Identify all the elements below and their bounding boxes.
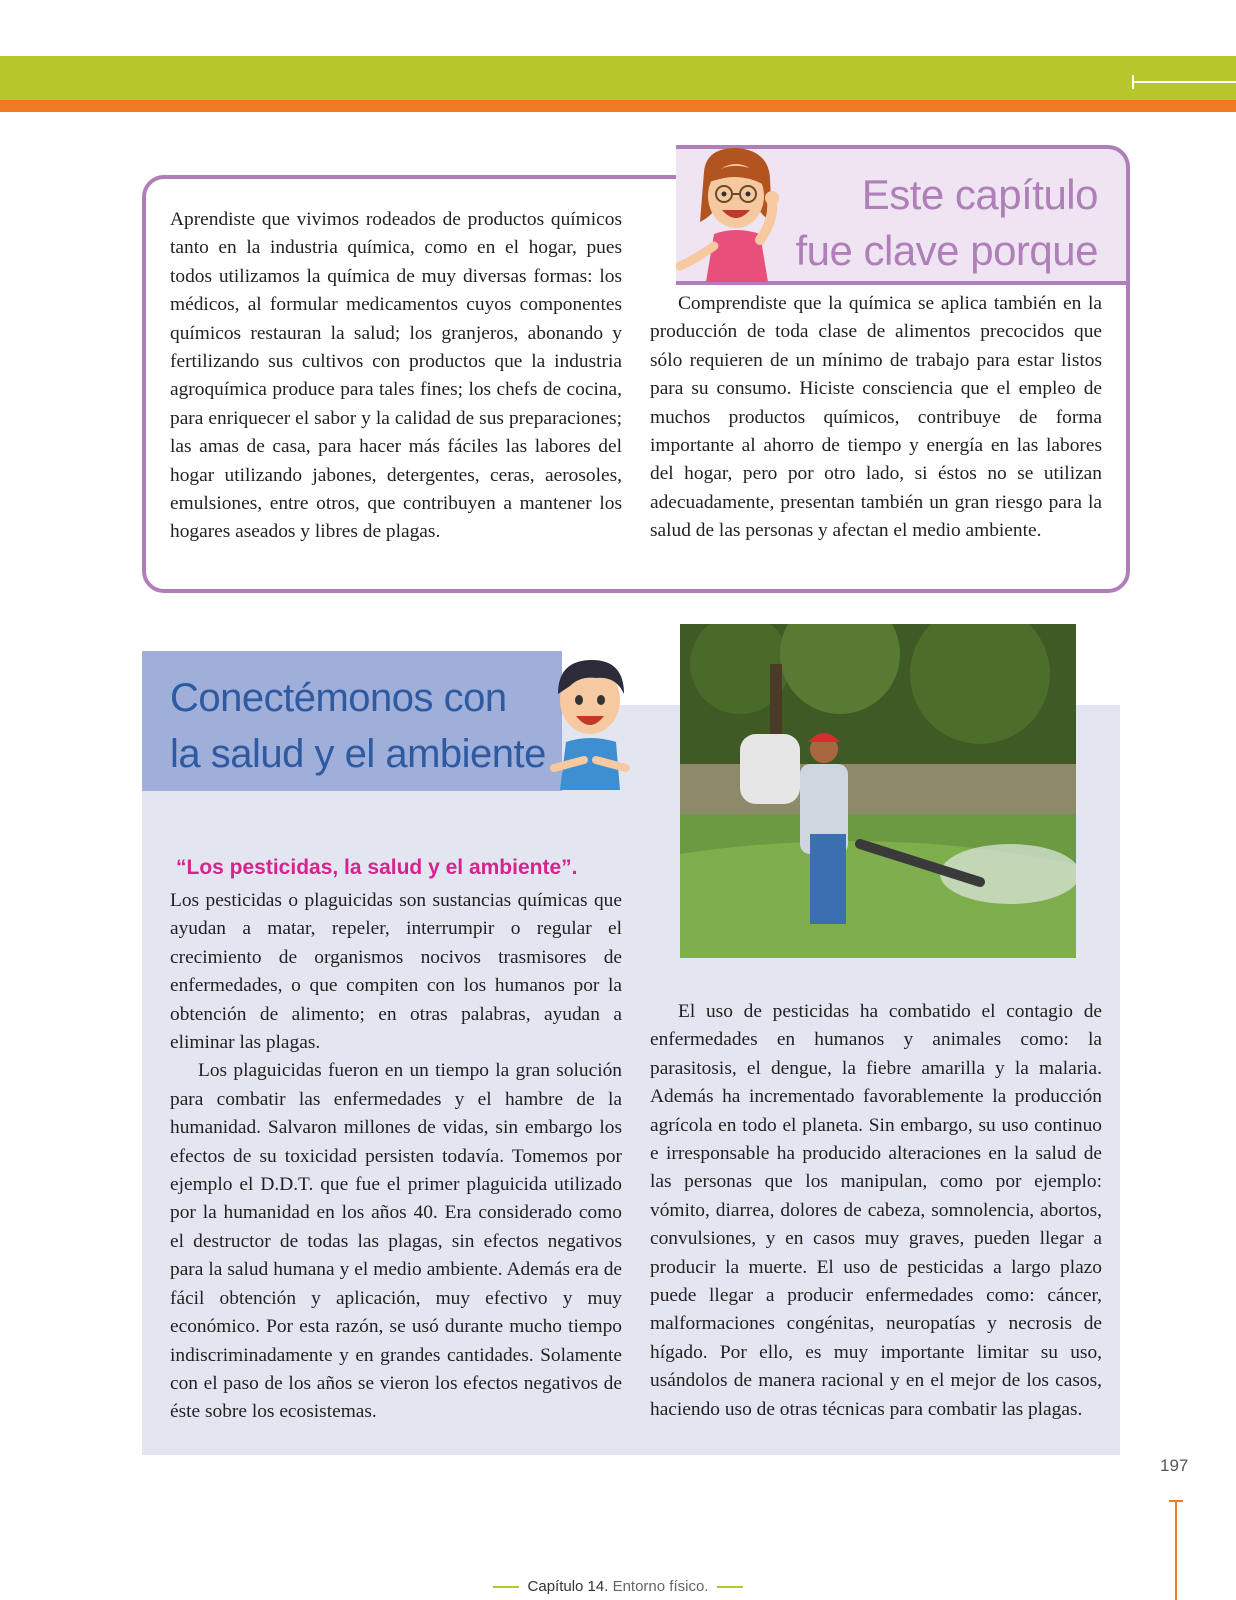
- summary-title-line2: fue clave porque: [795, 227, 1098, 274]
- summary-left-text: [170, 206, 622, 547]
- page-number: 197: [1160, 1456, 1189, 1475]
- section-right-paragraph: El uso de pesticidas ha combatido el contagio de enfermedades en humanos y animales como: la parasitosis, el dengue, la fiebre amarilla y la malaria. Además ha incrementado favorablemente la producción agrícola en todo el planeta. Sin embargo, su uso continuo e irresponsable ha producido alteraciones en la salud de las personas que los manipulan, como por ejemplo: vómito, diarrea, dolores de cabeza, somnolencia, abortos, convulsiones, y en casos muy graves, pueden llegar a producir la muerte. El uso de pesticidas a largo plazo puede llegar a producir enfermedades como: cáncer, malformaciones congénitas, neuropatías y necrosis de hígado. Por ello, es muy importante limitar su uso, usándolos de manera racional y en el mejor de los casos, haciendo uso de otras técnicas para combatir las plagas.: [650, 1001, 1102, 1420]
- top-green-band: [0, 56, 1236, 102]
- photo-illustration: [680, 624, 1076, 958]
- girl-character-illustration: [676, 142, 806, 292]
- section-subheading: “Los pesticidas, la salud y el ambiente”.: [176, 856, 578, 879]
- footer-chapter: Capítulo 14.: [527, 1578, 609, 1595]
- top-decorative-line: [1132, 81, 1236, 83]
- section-title-line1: Conectémonos con: [170, 676, 507, 720]
- section-right-text: [650, 998, 1102, 1424]
- footer-left-line: [493, 1586, 519, 1588]
- top-decorative-tick: [1132, 75, 1134, 89]
- boy-character-illustration: [540, 650, 640, 800]
- summary-title-line1: Este capítulo: [861, 171, 1098, 218]
- section-left-text: [170, 887, 622, 1427]
- summary-right-paragraph: Comprendiste que la química se aplica también en la producción de toda clase de alimentos precocidos que sólo requieren de un mínimo de trabajo para estar listos para su consumo. Hiciste consciencia que el empleo de muchos productos químicos, contribuye de forma importante al ahorro de tiempo y energía en las labores del hogar, pero por otro lado, si éstos no se utilizan adecuadamente, presentan también un gran riesgo para la salud de las personas y afectan el medio ambiente.: [650, 293, 1102, 542]
- summary-right-text: [650, 290, 1102, 546]
- side-decorative-tick: [1169, 1500, 1183, 1502]
- section-left-paragraph-1: Los pesticidas o plaguicidas son sustancias químicas que ayudan a matar, repeler, interrumpir o regular el crecimiento de organismos nocivos trasmisores de enfermedades, o que compiten con los humanos por la obtención de alimento; en otras palabras, ayudan a eliminar las plagas.: [170, 890, 622, 1054]
- page-footer: [0, 1578, 1236, 1595]
- section-title: [170, 670, 546, 782]
- summary-left-paragraph: Aprendiste que vivimos rodeados de productos químicos tanto en la industria química, como en el hogar, pues todos utilizamos la química de muy diversas formas: los médicos, al formular medicamentos cuyos componentes químicos restauran la salud; los granjeros, abonando y fertilizando sus cultivos con productos que la industria agroquímica produce para tales fines; los chefs de cocina, para enriquecer el sabor y la calidad de sus preparaciones; las amas de casa, para hacer más fáciles las labores del hogar utilizando jabones, detergentes, ceras, aerosoles, emulsiones, entre otros, que contribuyen a mantener los hogares aseados y libres de plagas.: [170, 209, 622, 543]
- summary-title: [795, 167, 1098, 279]
- footer-title: Entorno físico.: [612, 1578, 709, 1595]
- pesticide-spraying-photo: [680, 624, 1076, 958]
- footer-right-line: [717, 1586, 743, 1588]
- section-title-line2: la salud y el ambiente: [170, 732, 546, 776]
- top-orange-band: [0, 100, 1236, 112]
- section-left-paragraph-2: Los plaguicidas fueron en un tiempo la gran solución para combatir las enfermedades y el hambre de la humanidad. Salvaron millones de vidas, sin embargo los efectos de su toxicidad persisten todavía. Tomemos por ejemplo el D.D.T. que fue el primer plaguicida utilizado por la humanidad en los años 40. Era considerado como el destructor de todas las plagas, sin efectos negativos para la salud humana y el medio ambiente. Además era de fácil obtención y aplicación, muy efectivo y muy económico. Por esta razón, se usó durante mucho tiempo indiscriminadamente y en grandes cantidades. Solamente con el paso de los años se vieron los efectos negativos de éste sobre los ecosistemas.: [170, 1060, 622, 1423]
